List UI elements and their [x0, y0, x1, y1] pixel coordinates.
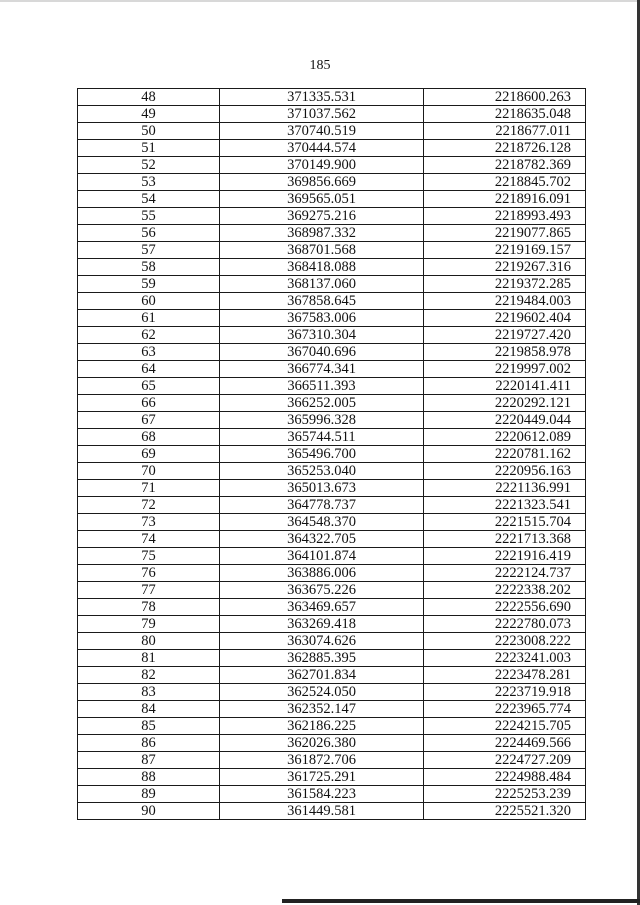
point-number-cell: 78 — [78, 599, 220, 616]
point-number-cell: 86 — [78, 735, 220, 752]
y-coordinate-cell: 2218726.128 — [424, 140, 586, 157]
point-number-cell: 68 — [78, 429, 220, 446]
coordinates-table — [77, 88, 586, 820]
table-row — [78, 157, 586, 174]
y-coordinate-cell: 2220612.089 — [424, 429, 586, 446]
y-coordinate-cell: 2224988.484 — [424, 769, 586, 786]
table-row — [78, 310, 586, 327]
y-coordinate-cell: 2218600.263 — [424, 89, 586, 106]
point-number-cell: 82 — [78, 667, 220, 684]
point-number-cell: 75 — [78, 548, 220, 565]
x-coordinate-cell: 364101.874 — [220, 548, 424, 565]
y-coordinate-cell: 2219602.404 — [424, 310, 586, 327]
point-number-cell: 88 — [78, 769, 220, 786]
y-coordinate-cell: 2223719.918 — [424, 684, 586, 701]
point-number-cell: 79 — [78, 616, 220, 633]
point-number-cell: 62 — [78, 327, 220, 344]
scan-edge-top — [0, 0, 640, 2]
y-coordinate-cell: 2218845.702 — [424, 174, 586, 191]
x-coordinate-cell: 366511.393 — [220, 378, 424, 395]
x-coordinate-cell: 371335.531 — [220, 89, 424, 106]
y-coordinate-cell: 2219858.978 — [424, 344, 586, 361]
y-coordinate-cell: 2221916.419 — [424, 548, 586, 565]
table-row — [78, 650, 586, 667]
x-coordinate-cell: 365013.673 — [220, 480, 424, 497]
y-coordinate-cell: 2218782.369 — [424, 157, 586, 174]
table-row — [78, 208, 586, 225]
y-coordinate-cell: 2220781.162 — [424, 446, 586, 463]
table-row — [78, 701, 586, 718]
point-number-cell: 63 — [78, 344, 220, 361]
y-coordinate-cell: 2225253.239 — [424, 786, 586, 803]
x-coordinate-cell: 368418.088 — [220, 259, 424, 276]
table-row — [78, 174, 586, 191]
x-coordinate-cell: 364778.737 — [220, 497, 424, 514]
point-number-cell: 49 — [78, 106, 220, 123]
y-coordinate-cell: 2218677.011 — [424, 123, 586, 140]
point-number-cell: 59 — [78, 276, 220, 293]
x-coordinate-cell: 366252.005 — [220, 395, 424, 412]
point-number-cell: 84 — [78, 701, 220, 718]
point-number-cell: 65 — [78, 378, 220, 395]
table-row — [78, 89, 586, 106]
x-coordinate-cell: 362186.225 — [220, 718, 424, 735]
table-row — [78, 735, 586, 752]
y-coordinate-cell: 2223008.222 — [424, 633, 586, 650]
y-coordinate-cell: 2221323.541 — [424, 497, 586, 514]
point-number-cell: 52 — [78, 157, 220, 174]
point-number-cell: 85 — [78, 718, 220, 735]
point-number-cell: 76 — [78, 565, 220, 582]
point-number-cell: 73 — [78, 514, 220, 531]
y-coordinate-cell: 2219727.420 — [424, 327, 586, 344]
table-row — [78, 718, 586, 735]
point-number-cell: 66 — [78, 395, 220, 412]
table-row — [78, 344, 586, 361]
y-coordinate-cell: 2221515.704 — [424, 514, 586, 531]
table-row — [78, 633, 586, 650]
x-coordinate-cell: 362885.395 — [220, 650, 424, 667]
scan-edge-bottom — [282, 899, 640, 903]
y-coordinate-cell: 2219267.316 — [424, 259, 586, 276]
x-coordinate-cell: 365496.700 — [220, 446, 424, 463]
point-number-cell: 56 — [78, 225, 220, 242]
point-number-cell: 64 — [78, 361, 220, 378]
table-row — [78, 463, 586, 480]
page-number: 185 — [309, 58, 331, 73]
point-number-cell: 83 — [78, 684, 220, 701]
x-coordinate-cell: 361449.581 — [220, 803, 424, 820]
x-coordinate-cell: 369565.051 — [220, 191, 424, 208]
y-coordinate-cell: 2219372.285 — [424, 276, 586, 293]
point-number-cell: 57 — [78, 242, 220, 259]
y-coordinate-cell: 2222124.737 — [424, 565, 586, 582]
table-row — [78, 259, 586, 276]
point-number-cell: 70 — [78, 463, 220, 480]
table-row — [78, 225, 586, 242]
y-coordinate-cell: 2221136.991 — [424, 480, 586, 497]
table-row — [78, 599, 586, 616]
point-number-cell: 77 — [78, 582, 220, 599]
point-number-cell: 51 — [78, 140, 220, 157]
x-coordinate-cell: 368137.060 — [220, 276, 424, 293]
y-coordinate-cell: 2223965.774 — [424, 701, 586, 718]
table-row — [78, 242, 586, 259]
y-coordinate-cell: 2225521.320 — [424, 803, 586, 820]
y-coordinate-cell: 2222338.202 — [424, 582, 586, 599]
y-coordinate-cell: 2219077.865 — [424, 225, 586, 242]
x-coordinate-cell: 364548.370 — [220, 514, 424, 531]
point-number-cell: 53 — [78, 174, 220, 191]
point-number-cell: 67 — [78, 412, 220, 429]
x-coordinate-cell: 361584.223 — [220, 786, 424, 803]
table-row — [78, 514, 586, 531]
y-coordinate-cell: 2219484.003 — [424, 293, 586, 310]
table-row — [78, 769, 586, 786]
x-coordinate-cell: 363675.226 — [220, 582, 424, 599]
point-number-cell: 72 — [78, 497, 220, 514]
y-coordinate-cell: 2220292.121 — [424, 395, 586, 412]
point-number-cell: 60 — [78, 293, 220, 310]
y-coordinate-cell: 2219997.002 — [424, 361, 586, 378]
x-coordinate-cell: 368987.332 — [220, 225, 424, 242]
x-coordinate-cell: 361725.291 — [220, 769, 424, 786]
y-coordinate-cell: 2221713.368 — [424, 531, 586, 548]
y-coordinate-cell: 2218916.091 — [424, 191, 586, 208]
table-row — [78, 361, 586, 378]
table-row — [78, 327, 586, 344]
y-coordinate-cell: 2222556.690 — [424, 599, 586, 616]
x-coordinate-cell: 362352.147 — [220, 701, 424, 718]
table-row — [78, 140, 586, 157]
x-coordinate-cell: 367310.304 — [220, 327, 424, 344]
table-row — [78, 395, 586, 412]
x-coordinate-cell: 361872.706 — [220, 752, 424, 769]
x-coordinate-cell: 368701.568 — [220, 242, 424, 259]
table-row — [78, 752, 586, 769]
y-coordinate-cell: 2219169.157 — [424, 242, 586, 259]
x-coordinate-cell: 364322.705 — [220, 531, 424, 548]
point-number-cell: 61 — [78, 310, 220, 327]
x-coordinate-cell: 365996.328 — [220, 412, 424, 429]
x-coordinate-cell: 365253.040 — [220, 463, 424, 480]
coordinates-table-body — [78, 89, 586, 820]
table-row — [78, 582, 586, 599]
y-coordinate-cell: 2223241.003 — [424, 650, 586, 667]
y-coordinate-cell: 2220956.163 — [424, 463, 586, 480]
point-number-cell: 90 — [78, 803, 220, 820]
y-coordinate-cell: 2220449.044 — [424, 412, 586, 429]
x-coordinate-cell: 369275.216 — [220, 208, 424, 225]
y-coordinate-cell: 2223478.281 — [424, 667, 586, 684]
x-coordinate-cell: 363886.006 — [220, 565, 424, 582]
table-row — [78, 684, 586, 701]
table-row — [78, 293, 586, 310]
table-row — [78, 803, 586, 820]
point-number-cell: 87 — [78, 752, 220, 769]
x-coordinate-cell: 370444.574 — [220, 140, 424, 157]
point-number-cell: 50 — [78, 123, 220, 140]
x-coordinate-cell: 363074.626 — [220, 633, 424, 650]
x-coordinate-cell: 363269.418 — [220, 616, 424, 633]
y-coordinate-cell: 2224727.209 — [424, 752, 586, 769]
x-coordinate-cell: 367583.006 — [220, 310, 424, 327]
table-row — [78, 667, 586, 684]
y-coordinate-cell: 2218635.048 — [424, 106, 586, 123]
table-row — [78, 276, 586, 293]
table-row — [78, 497, 586, 514]
x-coordinate-cell: 365744.511 — [220, 429, 424, 446]
point-number-cell: 89 — [78, 786, 220, 803]
table-row — [78, 616, 586, 633]
point-number-cell: 74 — [78, 531, 220, 548]
table-row — [78, 123, 586, 140]
y-coordinate-cell: 2222780.073 — [424, 616, 586, 633]
x-coordinate-cell: 370740.519 — [220, 123, 424, 140]
x-coordinate-cell: 363469.657 — [220, 599, 424, 616]
x-coordinate-cell: 362026.380 — [220, 735, 424, 752]
x-coordinate-cell: 362701.834 — [220, 667, 424, 684]
table-row — [78, 429, 586, 446]
y-coordinate-cell: 2224215.705 — [424, 718, 586, 735]
point-number-cell: 81 — [78, 650, 220, 667]
x-coordinate-cell: 367858.645 — [220, 293, 424, 310]
point-number-cell: 69 — [78, 446, 220, 463]
table-row — [78, 446, 586, 463]
table-row — [78, 191, 586, 208]
point-number-cell: 48 — [78, 89, 220, 106]
point-number-cell: 71 — [78, 480, 220, 497]
x-coordinate-cell: 369856.669 — [220, 174, 424, 191]
point-number-cell: 55 — [78, 208, 220, 225]
table-row — [78, 565, 586, 582]
x-coordinate-cell: 366774.341 — [220, 361, 424, 378]
x-coordinate-cell: 371037.562 — [220, 106, 424, 123]
y-coordinate-cell: 2218993.493 — [424, 208, 586, 225]
table-row — [78, 480, 586, 497]
table-row — [78, 548, 586, 565]
table-row — [78, 106, 586, 123]
table-row — [78, 378, 586, 395]
x-coordinate-cell: 362524.050 — [220, 684, 424, 701]
table-row — [78, 412, 586, 429]
table-row — [78, 786, 586, 803]
point-number-cell: 58 — [78, 259, 220, 276]
x-coordinate-cell: 370149.900 — [220, 157, 424, 174]
table-row — [78, 531, 586, 548]
x-coordinate-cell: 367040.696 — [220, 344, 424, 361]
y-coordinate-cell: 2220141.411 — [424, 378, 586, 395]
y-coordinate-cell: 2224469.566 — [424, 735, 586, 752]
point-number-cell: 54 — [78, 191, 220, 208]
point-number-cell: 80 — [78, 633, 220, 650]
